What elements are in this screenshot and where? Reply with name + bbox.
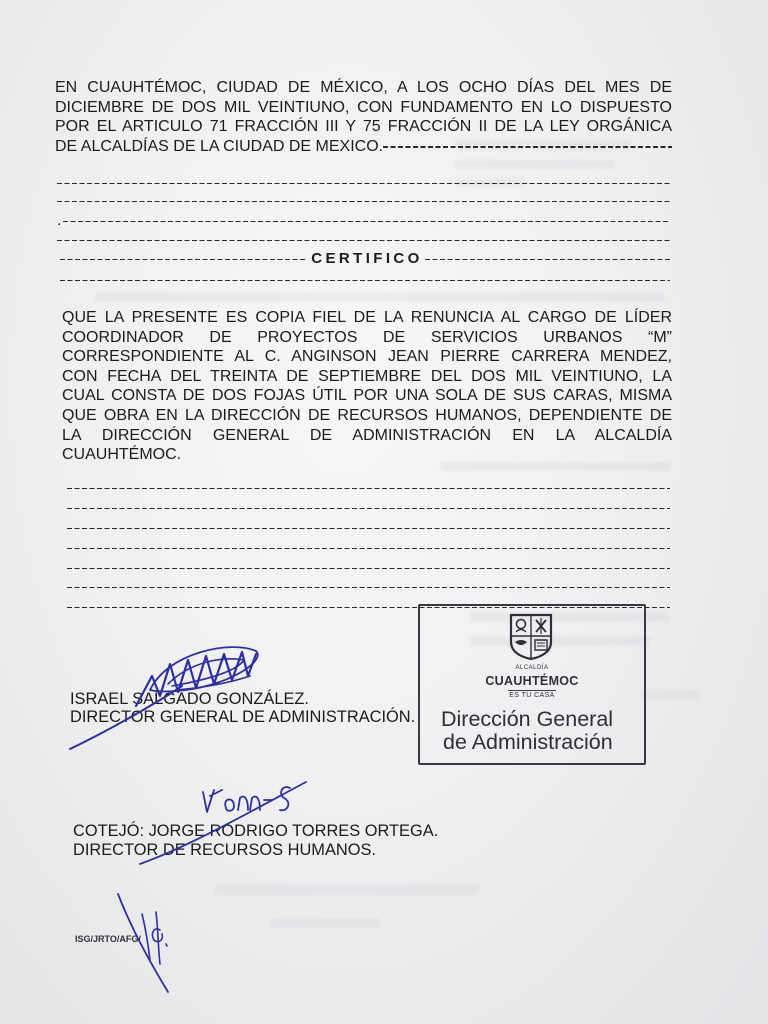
dashed-fill-line bbox=[67, 508, 670, 509]
dashed-fill-row bbox=[60, 270, 670, 290]
signer-1-title: DIRECTOR GENERAL DE ADMINISTRACIÓN. bbox=[70, 708, 416, 726]
dashed-fill-row bbox=[67, 577, 670, 597]
stamp-top-label: ALCALDÍA bbox=[515, 665, 549, 671]
body-line: QUE LA PRESENTE ES COPIA FIEL DE LA RENUNCIA AL CARGO DE LÍDER bbox=[62, 309, 672, 326]
body-line: CORRESPONDIENTE AL C. ANGINSON JEAN PIERRE CARRERA MENDEZ, bbox=[62, 348, 672, 366]
dashed-fill-line bbox=[60, 259, 305, 260]
dashed-fill-line bbox=[57, 240, 670, 241]
intro-line: EN CUAUHTÉMOC, CIUDAD DE MÉXICO, A LOS OCHO DÍAS DEL MES DE bbox=[55, 79, 672, 96]
reverse-side-bleed bbox=[640, 690, 700, 699]
official-stamp bbox=[418, 604, 646, 765]
stamp-office-line-2: de Administración bbox=[443, 730, 613, 754]
dashed-fill-row bbox=[67, 478, 670, 498]
stamp-divider bbox=[508, 690, 556, 691]
dashed-fill-line bbox=[425, 259, 670, 260]
reverse-side-bleed bbox=[215, 884, 480, 896]
body-line: LA DIRECCIÓN GENERAL DE ADMINISTRACIÓN EN LA ALCALDÍA bbox=[62, 426, 672, 444]
reverse-side-bleed bbox=[95, 292, 665, 302]
signature-2-letters bbox=[203, 787, 290, 812]
reverse-side-bleed bbox=[455, 160, 615, 169]
stamp-slogan: ES TU CASA bbox=[509, 692, 555, 699]
dashed-fill-line bbox=[383, 146, 672, 147]
dashed-fill-line bbox=[67, 528, 670, 529]
body-line: CON FECHA DEL TREINTA DE SEPTIEMBRE DEL DOS MIL VEINTIUNO, LA bbox=[62, 367, 672, 385]
dashed-fill-row bbox=[67, 558, 670, 578]
dashed-fill-row bbox=[57, 173, 670, 193]
dashed-fill-line bbox=[57, 201, 670, 202]
dashed-fill-line bbox=[67, 548, 670, 549]
body-line: CUAUHTÉMOC. bbox=[62, 446, 182, 464]
dashed-fill-line bbox=[63, 221, 670, 222]
dashed-fill-line bbox=[67, 568, 670, 569]
body-line: CUAL CONSTA DE DOS FOJAS ÚTIL POR UNA SOLA DE SUS CARAS, MISMA bbox=[62, 387, 672, 405]
signer-2-title: DIRECTOR DE RECURSOS HUMANOS. bbox=[73, 841, 376, 859]
alcaldia-shield-icon bbox=[506, 612, 556, 660]
dashed-fill-row bbox=[67, 538, 670, 558]
signer-2-name: COTEJÓ: JORGE RODRIGO TORRES ORTEGA. bbox=[73, 822, 439, 840]
body-line: QUE OBRA EN LA DIRECCIÓN DE RECURSOS HUMANOS, DEPENDIENTE DE bbox=[62, 406, 672, 424]
dashed-fill-row bbox=[57, 191, 670, 211]
dashed-fill-row bbox=[67, 498, 670, 518]
dashed-fill-row bbox=[57, 230, 670, 250]
intro-line-with-fill bbox=[55, 137, 672, 157]
reverse-side-bleed bbox=[270, 918, 380, 928]
dashed-fill-line bbox=[67, 587, 670, 588]
certifico-heading: CERTIFICO bbox=[311, 250, 423, 267]
signature-1-loop bbox=[168, 659, 244, 686]
intro-line: POR EL ARTICULO 71 FRACCIÓN III Y 75 FRACCIÓN II DE LA LEY ORGÁNICA bbox=[55, 118, 672, 136]
dashed-fill-line bbox=[60, 280, 670, 281]
dashed-fill-row bbox=[57, 211, 670, 231]
signature-1-underline bbox=[176, 676, 250, 690]
dashed-fill-row bbox=[67, 518, 670, 538]
intro-line: DE ALCALDÍAS DE LA CIUDAD DE MEXICO. bbox=[55, 137, 384, 155]
reference-initials: ISG/JRTO/AFG/ bbox=[75, 934, 141, 944]
stamp-alcaldia-name: CUAUHTÉMOC bbox=[485, 674, 579, 688]
dashed-fill-line bbox=[67, 488, 670, 489]
initials-scribble bbox=[152, 929, 167, 946]
signer-1-name: ISRAEL SALGADO GONZÁLEZ. bbox=[70, 690, 309, 708]
stamp-office-line-1: Dirección General bbox=[441, 707, 614, 731]
intro-line: DICIEMBRE DE DOS MIL VEINTIUNO, CON FUNDAMENTO EN LO DISPUESTO bbox=[55, 98, 672, 116]
row-prefix-dot: . bbox=[57, 212, 62, 229]
signature-1-loop bbox=[150, 647, 258, 691]
certifico-row bbox=[60, 249, 670, 269]
body-line: COORDINADOR DE PROYECTOS DE SERVICIOS URBANOS “M” bbox=[62, 328, 672, 346]
dashed-fill-line bbox=[57, 183, 670, 184]
certification-paragraph bbox=[62, 308, 672, 465]
intro-paragraph bbox=[55, 78, 672, 156]
initials-scribble bbox=[142, 912, 160, 964]
